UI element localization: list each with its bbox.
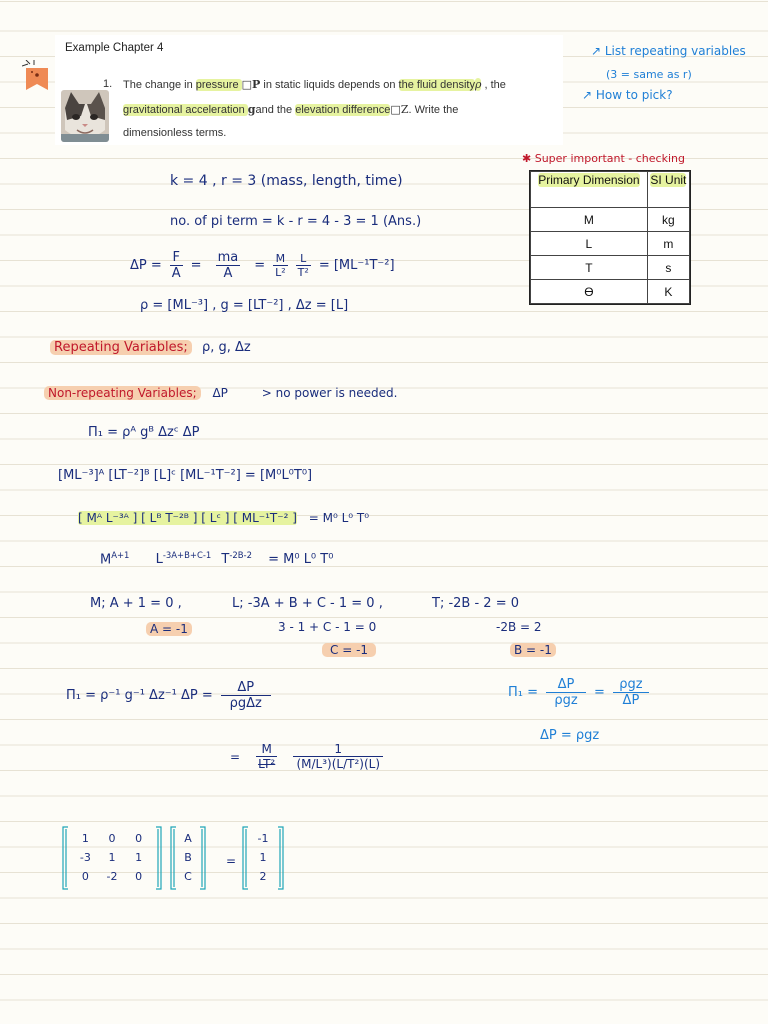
dimension-equation-1: [ML⁻³]ᴬ [LT⁻²]ᴮ [L]ᶜ [ML⁻¹T⁻²] = [M⁰L⁰T⁰] bbox=[58, 468, 313, 483]
app-logo bbox=[22, 60, 52, 98]
rhs-vector bbox=[242, 826, 284, 890]
frac-den: T² bbox=[297, 266, 309, 279]
table-header-row bbox=[531, 172, 690, 208]
arrow-icon: ↗ bbox=[591, 44, 605, 58]
matrix-cell: 1 bbox=[81, 832, 89, 845]
table-header bbox=[647, 172, 689, 208]
frac-ma-over-a bbox=[216, 250, 241, 281]
problem-card bbox=[55, 35, 563, 145]
note-same-as-r: (3 = same as r) bbox=[606, 68, 692, 81]
table-header bbox=[531, 172, 648, 208]
frac-m-over-lt2 bbox=[256, 742, 277, 771]
matrix-cell: -2 bbox=[106, 870, 118, 883]
l-equation-substituted: 3 - 1 + C - 1 = 0 bbox=[278, 620, 377, 634]
note-text: How to pick? bbox=[595, 88, 673, 102]
card-title: Example Chapter 4 bbox=[65, 42, 164, 54]
t-equation-simplified: -2B = 2 bbox=[496, 620, 542, 634]
symbol-rho: ρ bbox=[474, 78, 482, 91]
frac-num: ΔP bbox=[221, 680, 271, 696]
matrix-cell: 0 bbox=[81, 870, 89, 883]
table-row bbox=[531, 280, 690, 304]
t-equation: T; -2B - 2 = 0 bbox=[432, 596, 519, 611]
table-cell: L bbox=[531, 232, 648, 256]
exp-l: -3A+B+C-1 bbox=[162, 550, 212, 560]
matrix-equals: = bbox=[226, 854, 237, 868]
symbol-dp: □P bbox=[241, 78, 261, 91]
matrix-cell: 0 bbox=[108, 832, 116, 845]
frac-den: ΔP bbox=[622, 693, 640, 708]
dim-m: M bbox=[100, 552, 112, 568]
l-equation: L; -3A + B + C - 1 = 0 , bbox=[232, 596, 383, 611]
vector-cell: C bbox=[184, 870, 192, 883]
answer-b: B = -1 bbox=[510, 643, 556, 657]
cat-sticker bbox=[61, 90, 109, 142]
vector-cell: B bbox=[184, 851, 192, 864]
frac-den: A bbox=[171, 266, 181, 281]
vector-cell: A bbox=[184, 832, 192, 845]
no-power-note: > no power is needed. bbox=[261, 386, 398, 400]
final-relation: ΔP = ρgz bbox=[540, 728, 600, 743]
frac-f-over-a bbox=[170, 250, 183, 281]
problem-line-2 bbox=[123, 103, 458, 116]
dimension-equation-3 bbox=[100, 550, 333, 567]
frac-den: LT² bbox=[258, 757, 276, 771]
frac-num: L bbox=[296, 252, 311, 266]
dim-t: T bbox=[221, 552, 230, 568]
frac-num: ΔP bbox=[546, 677, 586, 693]
variable-vector bbox=[170, 826, 206, 890]
problem-line-3: dimensionless terms. bbox=[123, 127, 227, 139]
table-cell: m bbox=[647, 232, 689, 256]
frac-one-over-product bbox=[293, 742, 383, 771]
variable-dimensions: ρ = [ML⁻³] , g = [LT⁻²] , Δz = [L] bbox=[140, 298, 349, 313]
exp-t: -2B-2 bbox=[229, 550, 252, 560]
frac-l-over-t2 bbox=[296, 252, 311, 279]
non-repeating-value: ΔP bbox=[212, 386, 228, 400]
equals-sign: = bbox=[190, 258, 202, 273]
table-cell: M bbox=[531, 208, 648, 232]
equals-sign: = bbox=[594, 685, 605, 700]
problem-text: The change in bbox=[123, 79, 196, 91]
vector-grid bbox=[170, 832, 206, 883]
dp-lhs: ΔP = bbox=[130, 258, 162, 273]
non-repeating-line bbox=[44, 386, 397, 400]
matrix-cell: 0 bbox=[135, 870, 143, 883]
matrix-cell: 0 bbox=[135, 832, 143, 845]
table-row bbox=[531, 232, 690, 256]
frac-blue-1 bbox=[546, 677, 586, 708]
repeating-values: ρ, g, Δz bbox=[201, 340, 251, 355]
frac-num: 1 bbox=[293, 742, 383, 757]
repeating-label: Repeating Variables; bbox=[50, 340, 192, 355]
frac-den: ρgΔz bbox=[229, 696, 262, 711]
problem-number: 1. bbox=[103, 78, 113, 90]
problem-line-1 bbox=[123, 78, 506, 91]
frac-den: L² bbox=[275, 266, 286, 279]
problem-text: . Write the bbox=[408, 104, 459, 116]
dim-l: L bbox=[155, 552, 163, 568]
rhs-cell: -1 bbox=[257, 832, 269, 845]
rhs-grid bbox=[242, 832, 284, 883]
exp-m: A+1 bbox=[111, 550, 130, 560]
table-row bbox=[531, 256, 690, 280]
frac-blue-2 bbox=[613, 677, 649, 708]
equals-sign: = bbox=[254, 258, 266, 273]
substitution-line bbox=[230, 742, 383, 771]
note-text: List repeating variables bbox=[604, 44, 746, 58]
non-repeating-label: Non-repeating Variables; bbox=[44, 386, 201, 400]
dimensionless-rhs: = M⁰ L⁰ T⁰ bbox=[308, 511, 370, 525]
matrix-cell: 1 bbox=[108, 851, 116, 864]
highlight-gravity: gravitational acceleration bbox=[123, 104, 248, 116]
coefficient-matrix bbox=[62, 826, 162, 890]
frac-den: A bbox=[223, 266, 233, 281]
symbol-dz: □Z bbox=[390, 103, 409, 116]
frac-dp-over-rhogdz bbox=[221, 680, 271, 711]
m-equation: M; A + 1 = 0 , bbox=[90, 596, 182, 611]
blue-pi-lhs: Π₁ = bbox=[508, 685, 539, 700]
pi-term-count: no. of pi term = k - r = 4 - 3 = 1 (Ans.) bbox=[170, 214, 422, 229]
rhs-cell: 2 bbox=[259, 870, 267, 883]
problem-text: , the bbox=[481, 79, 506, 91]
matrix-cell: 1 bbox=[135, 851, 143, 864]
answer-a: A = -1 bbox=[146, 622, 192, 636]
highlight-pressure: pressure bbox=[195, 79, 242, 91]
pressure-dimension-line bbox=[130, 250, 395, 281]
dim-rhs: = M⁰ L⁰ T⁰ bbox=[268, 552, 334, 568]
frac-num: M bbox=[273, 252, 288, 266]
note-list-repeating bbox=[591, 44, 746, 58]
frac-num: F bbox=[170, 250, 183, 266]
table-row bbox=[531, 208, 690, 232]
pi1-result-lhs: Π₁ = ρ⁻¹ g⁻¹ Δz⁻¹ ΔP = bbox=[66, 688, 213, 703]
rhs-cell: 1 bbox=[259, 851, 267, 864]
primary-dimension-table bbox=[530, 171, 690, 304]
table-cell: s bbox=[647, 256, 689, 280]
frac-den: (M/L³)(L/T²)(L) bbox=[296, 757, 381, 771]
table-cell: K bbox=[647, 280, 689, 304]
table-cell: kg bbox=[647, 208, 689, 232]
frac-num: M bbox=[256, 742, 277, 757]
table-header-label: SI Unit bbox=[650, 173, 687, 187]
highlight-density: the fluid density bbox=[398, 79, 475, 91]
answer-c: C = -1 bbox=[322, 643, 376, 657]
frac-den: ρgz bbox=[554, 693, 578, 708]
k-r-line: k = 4 , r = 3 (mass, length, time) bbox=[170, 173, 403, 189]
table-cell: ϴ bbox=[531, 280, 648, 304]
table-cell: T bbox=[531, 256, 648, 280]
frac-num: ma bbox=[217, 250, 239, 265]
frac-num: ρgz bbox=[613, 677, 649, 693]
frac-m-over-l2 bbox=[273, 252, 288, 279]
highlight-elevation: elevation difference bbox=[295, 104, 391, 116]
pi1-inverse-result bbox=[508, 677, 649, 708]
table-header-label: Primary Dimension bbox=[538, 173, 640, 187]
symbol-g: g bbox=[247, 103, 256, 116]
dimension-equation-2 bbox=[78, 511, 369, 525]
grouped-exponents: [ Mᴬ L⁻³ᴬ ] [ Lᴮ T⁻²ᴮ ] [ Lᶜ ] [ ML⁻¹T⁻² ] bbox=[78, 511, 297, 525]
pi1-result bbox=[66, 680, 271, 711]
arrow-icon: ↗ bbox=[582, 88, 596, 102]
matrix-grid bbox=[72, 832, 152, 883]
matrix-cell: -3 bbox=[79, 851, 91, 864]
note-how-to-pick bbox=[582, 88, 673, 102]
dp-result: = [ML⁻¹T⁻²] bbox=[318, 258, 395, 273]
problem-text: and the bbox=[255, 104, 296, 116]
asterisk-icon: ✱ bbox=[522, 152, 535, 165]
problem-text: in static liquids depends on bbox=[260, 79, 399, 91]
repeating-variables-line bbox=[50, 340, 251, 355]
note-text: Super important - checking bbox=[534, 152, 685, 165]
note-super-important bbox=[522, 152, 685, 165]
pi1-definition: Π₁ = ρᴬ gᴮ Δzᶜ ΔP bbox=[88, 425, 200, 440]
equals-sign: = bbox=[230, 749, 241, 764]
